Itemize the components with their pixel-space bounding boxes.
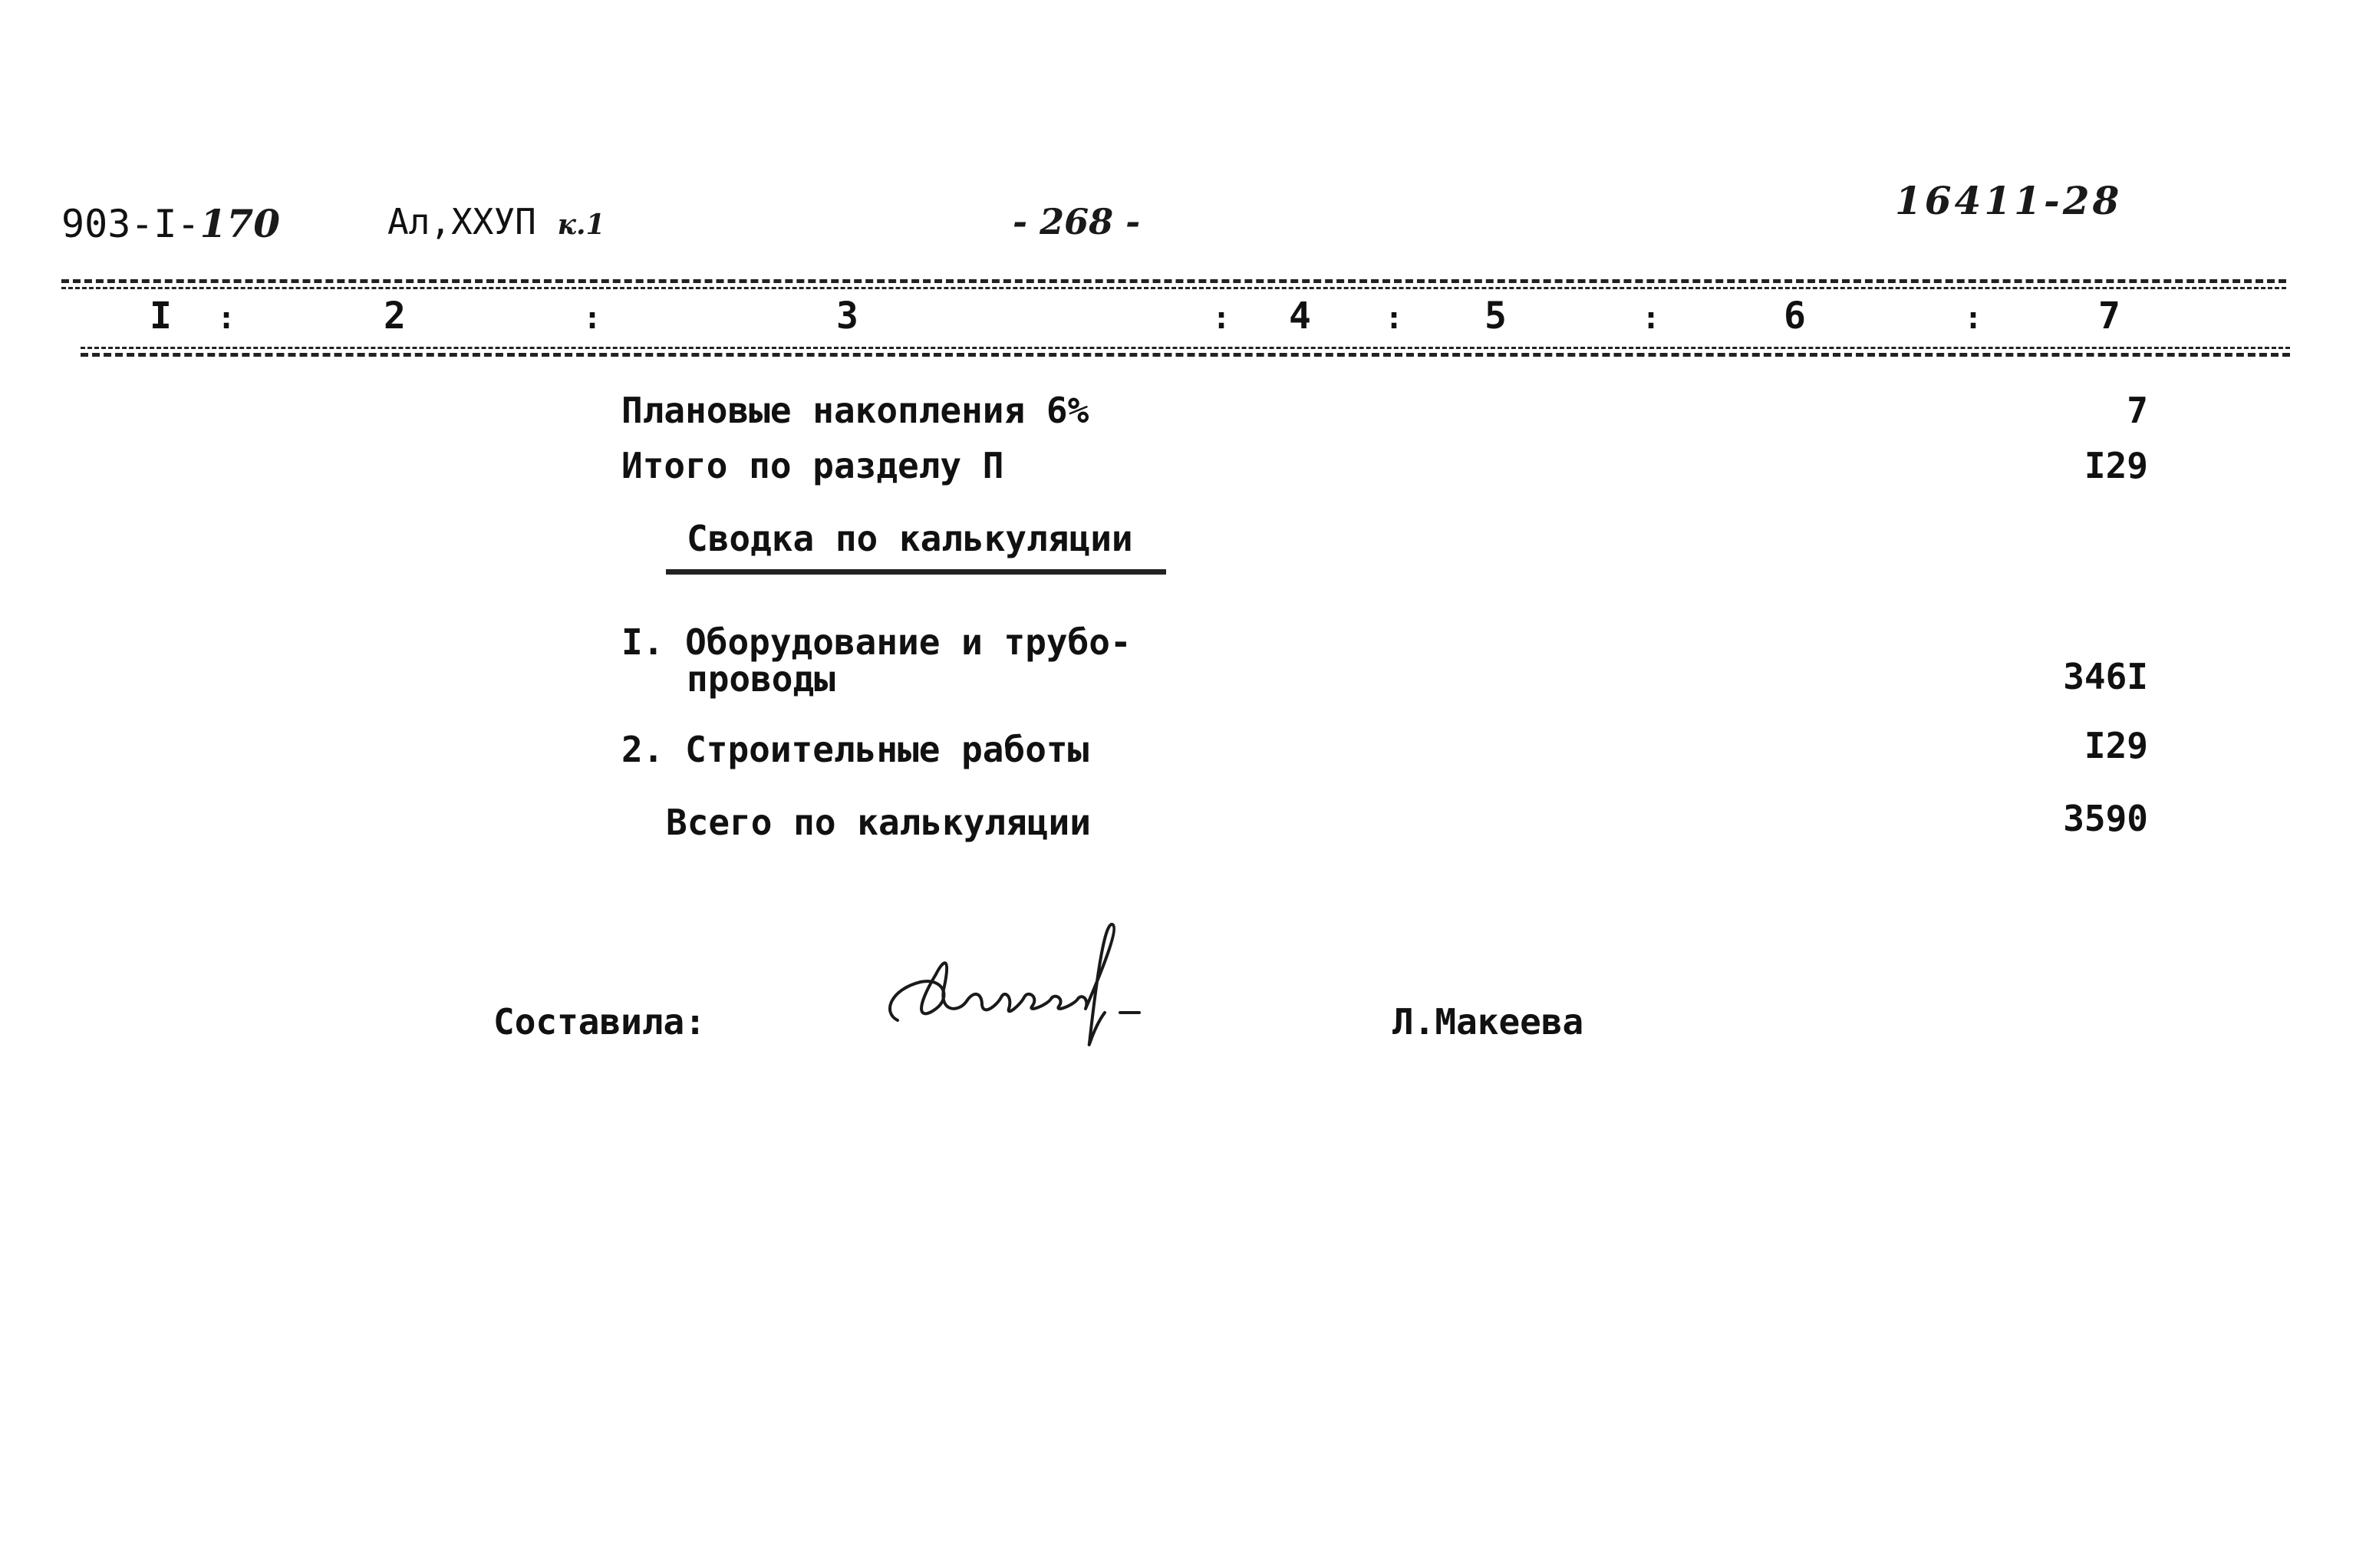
album-handwritten: к.1 xyxy=(557,209,605,241)
column-number-6: 6 xyxy=(1784,295,1806,338)
compiled-by-label: Составила: xyxy=(493,1001,706,1043)
document-code-prefix: 903-I- xyxy=(61,202,200,246)
header-rule-top xyxy=(61,279,2286,283)
column-number-1: I xyxy=(150,295,172,338)
album-number xyxy=(387,201,605,242)
header-rule-top-2 xyxy=(61,287,2286,289)
compiler-name: Л.Макеева xyxy=(1392,1001,1584,1043)
header-rule-bottom-2 xyxy=(81,353,2290,357)
column-number-3: 3 xyxy=(836,295,858,338)
column-separator: : xyxy=(1212,301,1231,336)
column-number-5: 5 xyxy=(1484,295,1507,338)
section-total-value: I29 xyxy=(2084,445,2148,486)
document-code-handwritten: 170 xyxy=(199,201,280,246)
column-separator: : xyxy=(583,301,602,336)
header-rule-bottom xyxy=(81,347,2290,349)
document-code xyxy=(61,201,280,246)
summary-heading: Сводка по калькуляции xyxy=(687,518,1133,559)
column-separator: : xyxy=(1964,301,1983,336)
signature-icon xyxy=(867,913,1174,1059)
column-number-2: 2 xyxy=(384,295,406,338)
column-separator: : xyxy=(1642,301,1661,336)
equipment-label-line1: I. Оборудование и трубо- xyxy=(621,621,1132,663)
equipment-label-line2: проводы xyxy=(687,658,835,700)
column-separator: : xyxy=(1385,301,1404,336)
album-label: Ал,ХХУП xyxy=(387,201,536,242)
construction-works-label: 2. Строительные работы xyxy=(621,729,1089,770)
column-number-7: 7 xyxy=(2098,295,2120,338)
construction-works-value: I29 xyxy=(2084,725,2148,766)
grand-total-label: Всего по калькуляции xyxy=(666,802,1091,843)
page-number: - 268 - xyxy=(1013,201,1141,242)
column-separator: : xyxy=(217,301,236,336)
summary-heading-underline xyxy=(666,569,1166,575)
inventory-number: 16411-28 xyxy=(1895,178,2123,223)
equipment-value: 346I xyxy=(2063,656,2148,697)
column-number-4: 4 xyxy=(1289,295,1311,338)
section-total-label: Итого по разделу П xyxy=(621,445,1004,486)
grand-total-value: 3590 xyxy=(2063,798,2148,839)
planned-savings-value: 7 xyxy=(2127,390,2148,431)
planned-savings-label: Плановые накопления 6% xyxy=(621,390,1089,431)
